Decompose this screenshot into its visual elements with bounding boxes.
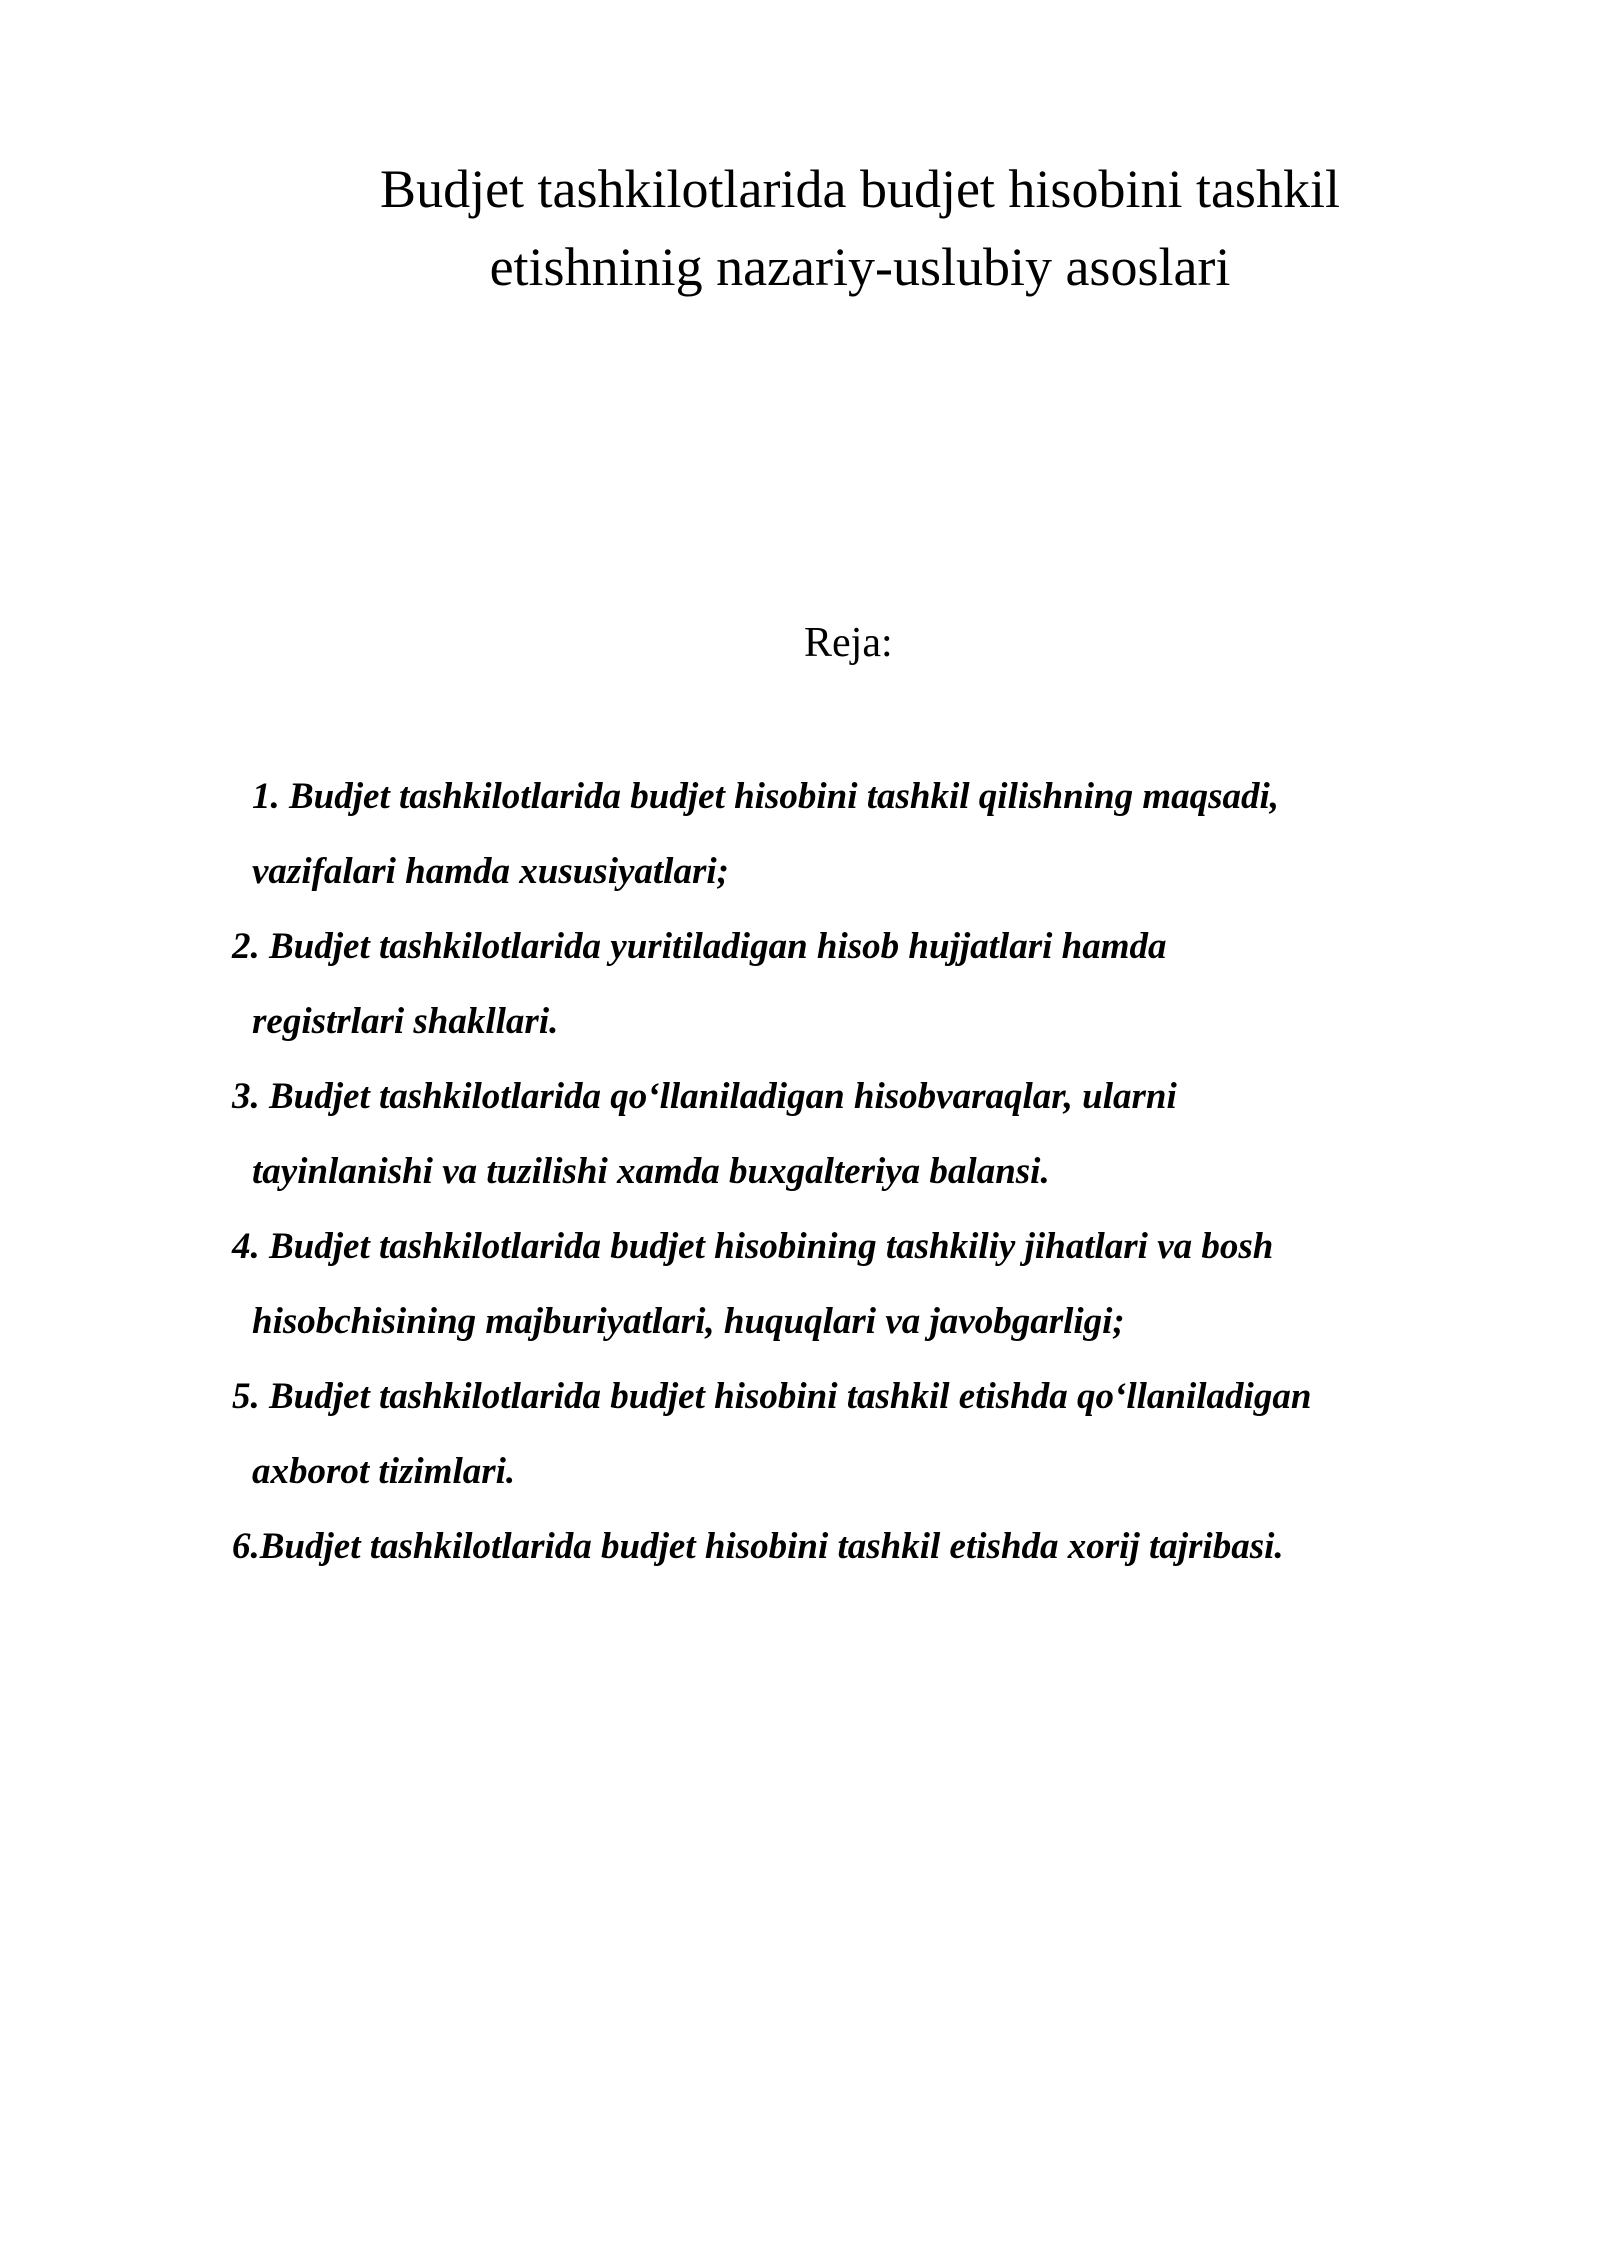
plan-item-2-line-2: registrlari shakllari. xyxy=(252,1001,559,1042)
plan-item-3-line-2: tayinlanishi va tuzilishi xamda buxgalteriya balansi. xyxy=(252,1151,1050,1192)
plan-item-6-line-1: 6.Budjet tashkilotlarida budjet hisobini tashkil etishda xorij tajribasi. xyxy=(232,1526,1284,1567)
plan-item-5-line-2: axborot tizimlari. xyxy=(252,1451,516,1492)
plan-item-4-line-1: 4. Budjet tashkilotlarida budjet hisobining tashkiliy jihatlari va bosh xyxy=(232,1226,1274,1267)
document-title-line-2: etishninig nazariy-uslubiy asoslari xyxy=(489,237,1231,297)
plan-item-1-line-1: 1. Budjet tashkilotlarida budjet hisobini tashkil qilishning maqsadi, xyxy=(252,776,1280,817)
document-title-line-1: Budjet tashkilotlarida budjet hisobini tashkil xyxy=(380,159,1340,219)
plan-item-1-line-2: vazifalari hamda xususiyatlari; xyxy=(252,851,729,892)
plan-item-5-line-1: 5. Budjet tashkilotlarida budjet hisobini tashkil etishda qo‘llaniladigan xyxy=(232,1376,1312,1417)
document-title xyxy=(250,150,1470,306)
plan-heading: Reja: xyxy=(804,620,893,666)
plan-item-3-line-1: 3. Budjet tashkilotlarida qo‘llaniladigan hisobvaraqlar, ularni xyxy=(232,1076,1177,1117)
plan-item-4-line-2: hisobchisining majburiyatlari, huquqlari va javobgarligi; xyxy=(252,1301,1125,1342)
plan-item-2-line-1: 2. Budjet tashkilotlarida yuritiladigan hisob hujjatlari hamda xyxy=(232,926,1167,967)
